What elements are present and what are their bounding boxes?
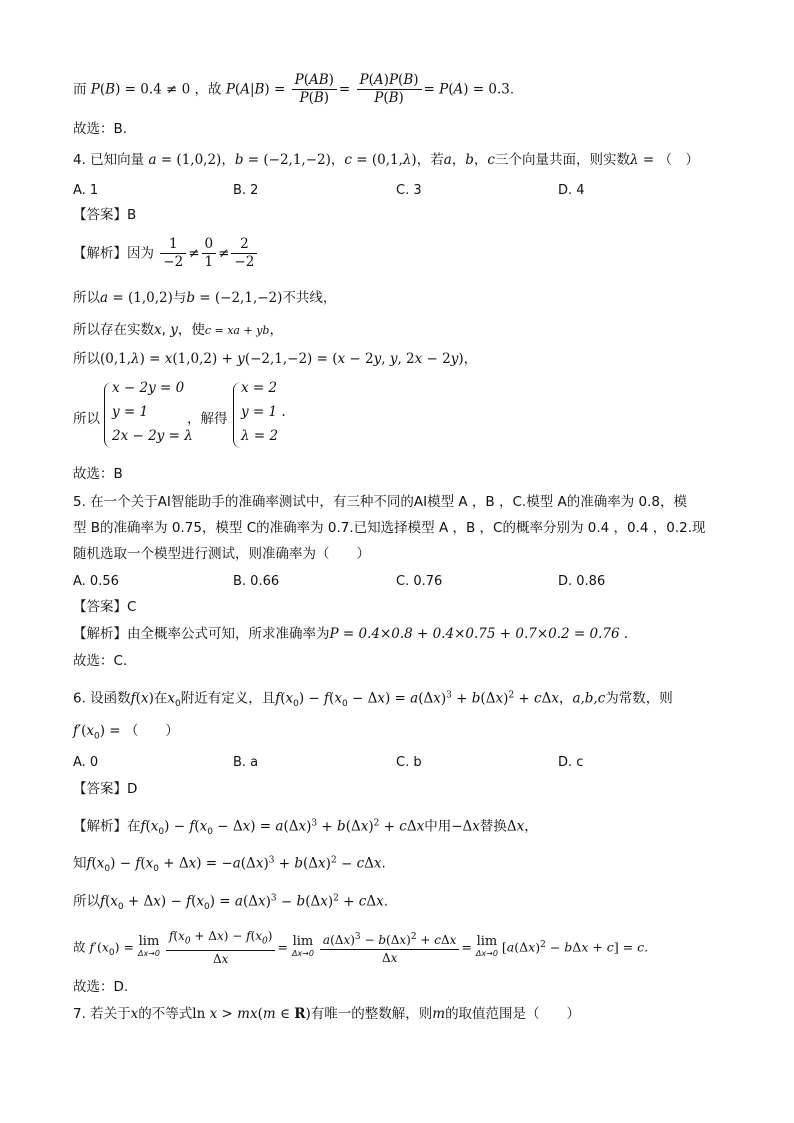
- q5-choice: 故选：C.: [73, 653, 128, 669]
- q6-choice: 故选：D.: [73, 979, 129, 995]
- question-4-stem: 4. 已知向量 a = (1,0,2)，b = (−2,1,−2)，c = (0,1,λ)，若a，b，c三个向量共面，则实数λ = （ ）: [73, 152, 699, 168]
- answer-choice-line: 故选：B.: [73, 121, 128, 137]
- q6-analysis: 【解析】在$f(x_0) - f(x_0 - \Delta x) = a(\Delta x)^3 + b(\Delta x)^2 + c\Delta x$中用−Δx替换Δx，: [73, 818, 538, 838]
- question-6-stem: 6. 设函数f(x)在$x_0$附近有定义，且$f(x_0) - f(x_0 - \Delta x) = a(\Delta x)^3 + b(\Delta x)^2 + c\Delta x$，a,b,c为常数，则: [73, 690, 673, 710]
- q5-option-b: B. 0.66: [233, 574, 280, 589]
- q5-option-d: D. 0.86: [558, 574, 606, 589]
- q5-answer: 【答案】C: [73, 599, 137, 615]
- q6-step-2: 所以$f(x_0 + \Delta x) - f(x_0) = a(\Delta x)^3 - b(\Delta x)^2 + c\Delta x$.: [73, 893, 389, 913]
- q4-not-collinear: 所以a = (1,0,2)与b = (−2,1,−2)不共线，: [73, 290, 337, 306]
- q4-exist-real: 所以存在实数x, y，使c = xa + yb，: [73, 322, 283, 338]
- question-5-line1: 5. 在一个关于AI智能助手的准确率测试中，有三种不同的AI模型 A ，B ，C.模型 A的准确率为 0.8，模: [73, 494, 687, 510]
- q5-option-a: A. 0.56: [73, 574, 119, 589]
- question-6-stem-2: $f'(x_0)$ = （ ）: [73, 723, 179, 742]
- document-page: 而 P(B) = 0.4 ≠ 0 ，故 P(A|B) = $\frac{P(AB)}{P(B)}$ = $\frac{P(A)P(B)}{P(B)}$ = P(A) = 0.3. 故选：B. 4. 已知向量 a = (1,0,2)，b = (−2,1,−2)，c = (0,1,λ)，若a，b，c三个向量共面，则实数λ = （ ） A. 1 B. 2 C. 3 D. 4 【答案】B 【解析】因为 $\frac{1}{-2}$ ≠ $\frac{0}{1}$ ≠ $\frac{2}{-2}$ 所以a = (1,0,2)与b = (−2,1,−2)不共线， 所以存在实数x, y，使c = xa + yb， 所以(0,1,λ) = x(1,0,2) + y(−2,1,−2) = (x − 2y, y, 2x − 2y)， 所以 x − 2y = 0 y = 1 2x − 2y = λ ，解得 x = 2 y = 1 . λ = 2 故选：B 5. 在一个关于AI智能助手的准确率测试中，有三种不同的AI模型 A ，B ，C.模型 A的准确率为 0.8，模 型 B的准确率为 0.75，模型 C的准确率为 0.7.已知选择模型 A ，B ，C的概率分别为 0.4 ，0.4 ，0.2.现 随机选取一个模型进行测试，则准确率为（ ） A. 0.56 B. 0.66 C. 0.76 D. 0.86 【答案】C 【解析】由全概率公式可知，所求准确率为P = 0.4×0.8 + 0.4×0.75 + 0.7×0.2 = 0.76 . 故选：C. 6. 设函数f(x)在$x_0$附近有定义，且$f(x_0) - f(x_0 - \Delta x) = a(\Delta x)^3 + b(\Delta x)^2 + c\Delta x$，a,b,c为常数，则 $f'(x_0)$ = （ ） A. 0 B. a C. b D. c 【答案】D 【解析】在$f(x_0) - f(x_0 - \Delta x) = a(\Delta x)^3 + b(\Delta x)^2 + c\Delta x$中用−Δx替换Δx， 知$f(x_0) - f(x_0 + \Delta x) = -a(\Delta x)^3 + b(\Delta x)^2 - c\Delta x$. 所以$f(x_0 + \Delta x) - f(x_0) = a(\Delta x)^3 - b(\Delta x)^2 + c\Delta x$. 故 $f'(x_0)$ = lim Δx→0 $\frac{f(x_0 + \Delta x) - f(x_0)}{\Delta x}$ = lim Δx→0 $\frac{a(\Delta x)^3 - b(\Delta x)^2 + c\Delta x}{\Delta x}$ = lim Δx→0 $[a(\Delta x)^2 - b\Delta x + c] = c$. 故选：D. 7. 若关于x的不等式ln x > mx(m ∈ R)有唯一的整数解，则m的取值范围是（ ）: [73, 72, 706, 1022]
- q6-answer: 【答案】D: [73, 781, 138, 797]
- q4-choice: 故选：B: [73, 466, 123, 482]
- q6-option-d: D. c: [558, 755, 584, 770]
- question-7-stem: 7. 若关于x的不等式ln x > mx(m ∈ R)有唯一的整数解，则m的取值范围是（ ）: [73, 1006, 581, 1022]
- question-5-line2: 型 B的准确率为 0.75，模型 C的准确率为 0.7.已知选择模型 A ，B ，C的概率分别为 0.4 ，0.4 ，0.2.现: [73, 520, 706, 536]
- q5-analysis: 【解析】由全概率公式可知，所求准确率为P = 0.4×0.8 + 0.4×0.75 + 0.7×0.2 = 0.76 .: [73, 626, 629, 642]
- q6-option-c: C. b: [396, 755, 422, 770]
- q4-option-d: D. 4: [558, 183, 585, 198]
- q5-option-c: C. 0.76: [396, 574, 443, 589]
- q6-step-1: 知$f(x_0) - f(x_0 + \Delta x) = -a(\Delta x)^3 + b(\Delta x)^2 - c\Delta x$.: [73, 855, 386, 875]
- q6-option-b: B. a: [233, 755, 259, 770]
- q4-vector-equation: 所以(0,1,λ) = x(1,0,2) + y(−2,1,−2) = (x − 2y, y, 2x − 2y)，: [73, 351, 478, 367]
- q4-analysis-intro: 【解析】因为 $\frac{1}{-2}$ ≠ $\frac{0}{1}$ ≠ $\frac{2}{-2}$: [73, 236, 259, 271]
- question-5-line3: 随机选取一个模型进行测试，则准确率为（ ）: [73, 546, 370, 562]
- q4-solve-label: ，解得: [187, 411, 228, 427]
- solution-line-conditional-prob: 而 P(B) = 0.4 ≠ 0 ，故 P(A|B) = $\frac{P(AB)}{P(B)}$ = $\frac{P(A)P(B)}{P(B)}$ = P(A) = 0.3.: [73, 72, 515, 106]
- q6-option-a: A. 0: [73, 755, 99, 770]
- q4-answer: 【答案】B: [73, 207, 137, 223]
- q4-system-label: 所以: [73, 411, 100, 427]
- q4-option-b: B. 2: [233, 183, 259, 198]
- q4-option-c: C. 3: [396, 183, 422, 198]
- q6-limit-derivation: 故 $f'(x_0)$ = lim Δx→0 $\frac{f(x_0 + \Delta x) - f(x_0)}{\Delta x}$ = lim Δx→0 $\frac{a(\Delta x)^3 - b(\Delta x)^2 + c\Delta x}{\Delta x}$ = lim Δx→0 $[a(\Delta x)^2 - b\Delta x + c] = c$.: [73, 929, 649, 967]
- q4-option-a: A. 1: [73, 183, 99, 198]
